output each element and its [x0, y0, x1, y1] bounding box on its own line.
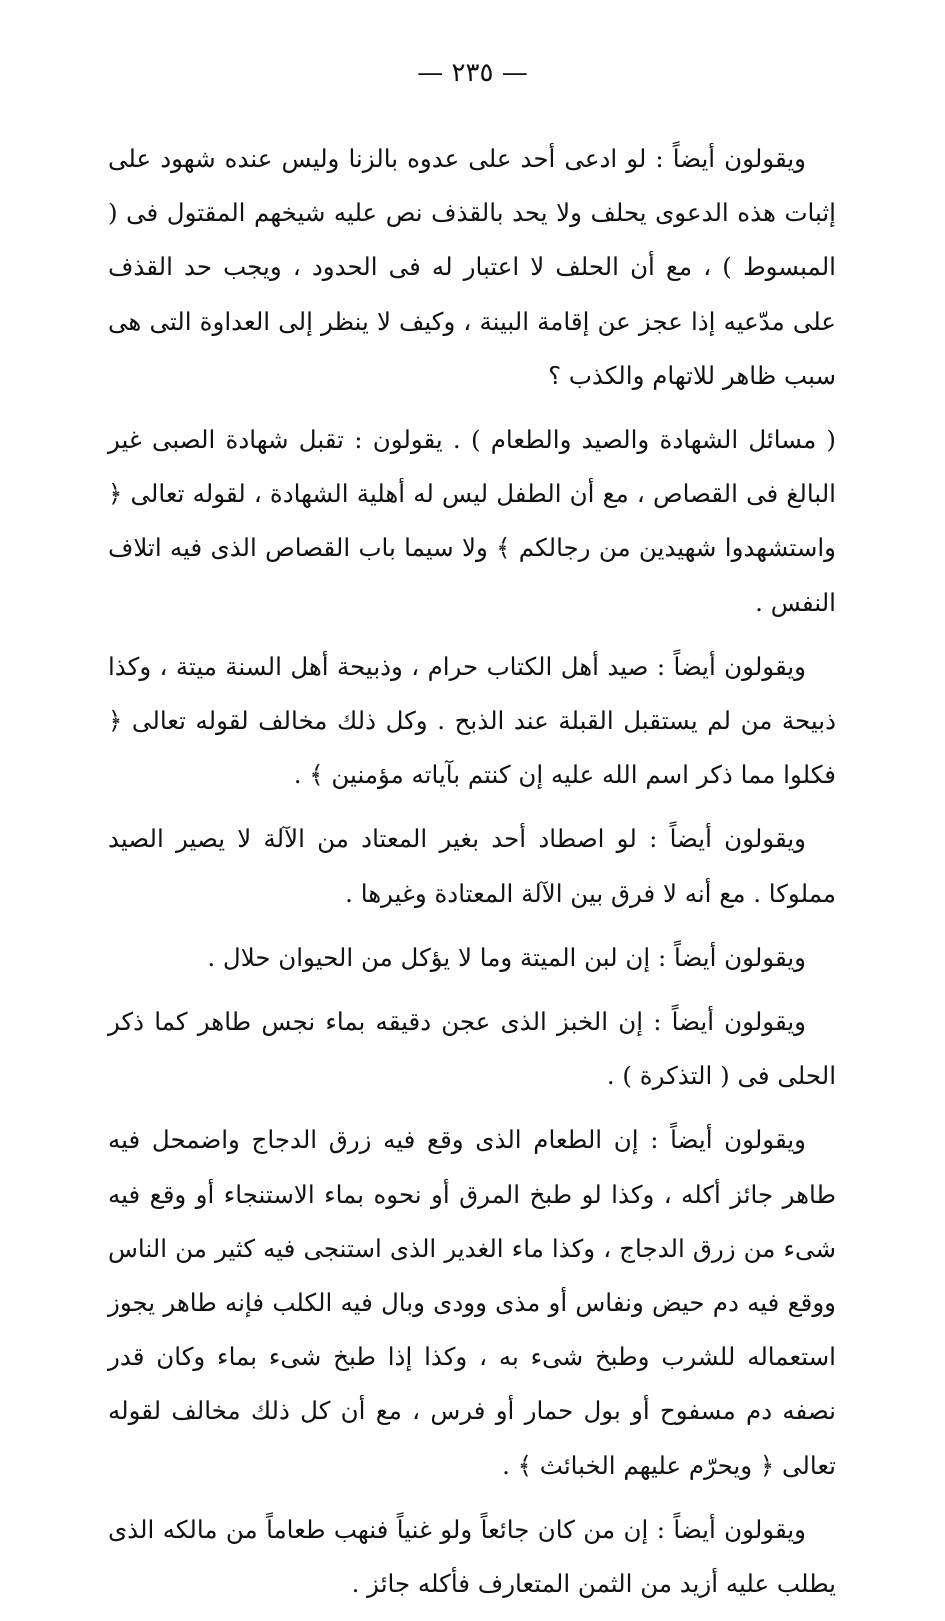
body-text	[108, 132, 836, 1621]
paragraph-3: ويقولون أيضاً : صيد أهل الكتاب حرام ، وذبيحة أهل السنة ميتة ، وكذا ذبيحة من لم يستقبل القبلة عند الذبح . وكل ذلك مخالف لقوله تعالى ﴿ فكلوا مما ذكر اسم الله عليه إن كنتم بآياته مؤمنين ﴾ .	[108, 651, 836, 790]
paragraph-8: ويقولون أيضاً : إن من كان جائعاً ولو غنياً فنهب طعاماً من مالكه الذى يطلب عليه أزيد من الثمن المتعارف فأكله جائز .	[108, 1514, 836, 1599]
paragraph-1: ويقولون أيضاً : لو ادعى أحد على عدوه بالزنا وليس عنده شهود على إثبات هذه الدعوى يحلف ولا يحد بالقذف نص عليه شيخهم المقتول فى ( المبسوط ) ، مع أن الحلف لا اعتبار له فى الحدود ، ويجب حد القذف على مدّعيه إذا عجز عن إقامة البينة ، وكيف لا ينظر إلى العداوة التى هى سبب ظاهر للاتهام والكذب ؟	[108, 144, 836, 390]
paragraph-5: ويقولون أيضاً : إن لبن الميتة وما لا يؤكل من الحيوان حلال .	[207, 942, 806, 972]
paragraph-4: ويقولون أيضاً : لو اصطاد أحد بغير المعتاد من الآلة لا يصير الصيد مملوكا . مع أنه لا فرق بين الآلة المعتادة وغيرها .	[108, 824, 836, 908]
paragraph-7: ويقولون أيضاً : إن الطعام الذى وقع فيه زرق الدجاج واضمحل فيه طاهر جائز أكله ، وكذا لو طبخ المرق أو نحوه بماء الاستنجاء أو وقع فيه شىء من زرق الدجاج ، وكذا ماء الغدير الذى استنجى فيه كثير من الناس ووقع فيه دم حيض ونفاس أو مذى وودى وبال فيه الكلب فإنه طاهر يجوز استعماله للشرب وطبخ شىء به ، وكذا إذا طبخ شىء بماء وكان قدر نصفه دم مسفوح أو بول حمار أو فرس ، مع أن كل ذلك مخالف لقوله تعالى ﴿ ويحرّم عليهم الخبائث ﴾ .	[108, 1125, 836, 1480]
paragraph-6: ويقولون أيضاً : إن الخبز الذى عجن دقيقه بماء نجس طاهر كما ذكر الحلى فى ( التذكرة ) .	[108, 1007, 836, 1091]
page-number: — ٢٣٥ —	[417, 58, 528, 88]
paragraph-2: ( مسائل الشهادة والصيد والطعام ) . يقولون : تقبل شهادة الصبى غير البالغ فى القصاص ، مع أن الطفل ليس له أهلية الشهادة ، لقوله تعالى ﴿ واستشهدوا شهيدين من رجالكم ﴾ ولا سيما باب القصاص الذى فيه اتلاف النفس .	[108, 425, 836, 617]
